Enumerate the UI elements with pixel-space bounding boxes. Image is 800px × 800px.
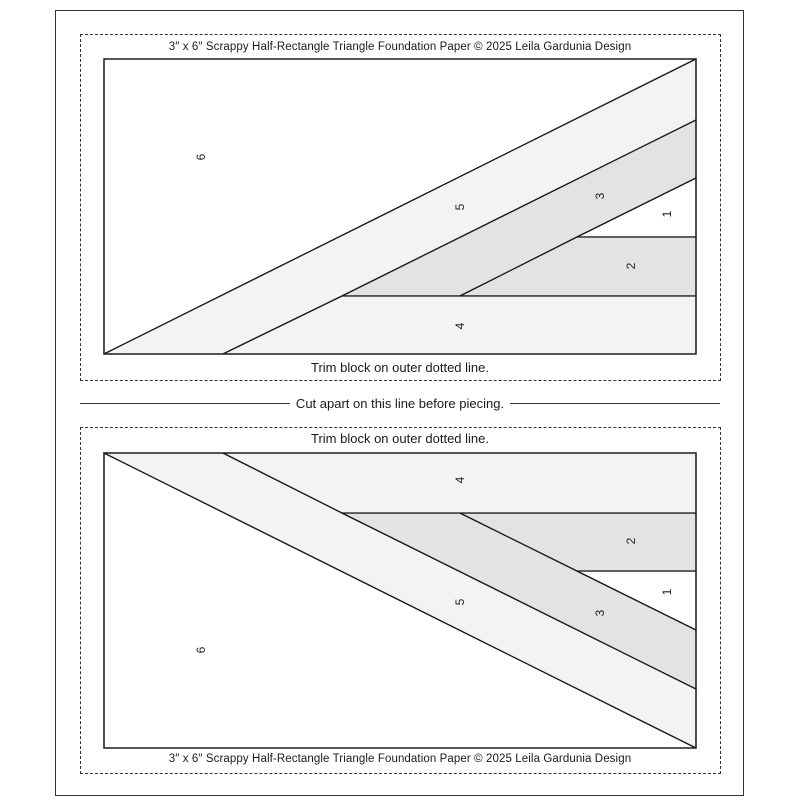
cut-apart-label: Cut apart on this line before piecing. (290, 396, 510, 411)
bottom-piece-label-4: 4 (453, 476, 468, 484)
top-trim-note: Trim block on outer dotted line. (311, 360, 489, 375)
top-piece-label-5: 5 (453, 203, 468, 211)
top-block-title: 3″ x 6″ Scrappy Half-Rectangle Triangle Foundation Paper © 2025 Leila Gardunia Design (168, 41, 632, 53)
top-piece-label-4: 4 (453, 322, 468, 330)
bottom-piece-label-5: 5 (453, 598, 468, 606)
top-piece-label-6: 6 (194, 153, 209, 161)
bottom-piece-label-1: 1 (660, 588, 675, 596)
bottom-block-title: 3″ x 6″ Scrappy Half-Rectangle Triangle Foundation Paper © 2025 Leila Gardunia Design (168, 753, 632, 765)
top-piece-label-2: 2 (624, 262, 639, 270)
top-piece-label-3: 3 (593, 192, 608, 200)
bottom-trim-note: Trim block on outer dotted line. (311, 431, 489, 446)
bottom-piece-label-6: 6 (194, 646, 209, 654)
top-piece-label-1: 1 (660, 210, 675, 218)
bottom-piece-label-3: 3 (593, 609, 608, 617)
bottom-piece-label-2: 2 (624, 537, 639, 545)
